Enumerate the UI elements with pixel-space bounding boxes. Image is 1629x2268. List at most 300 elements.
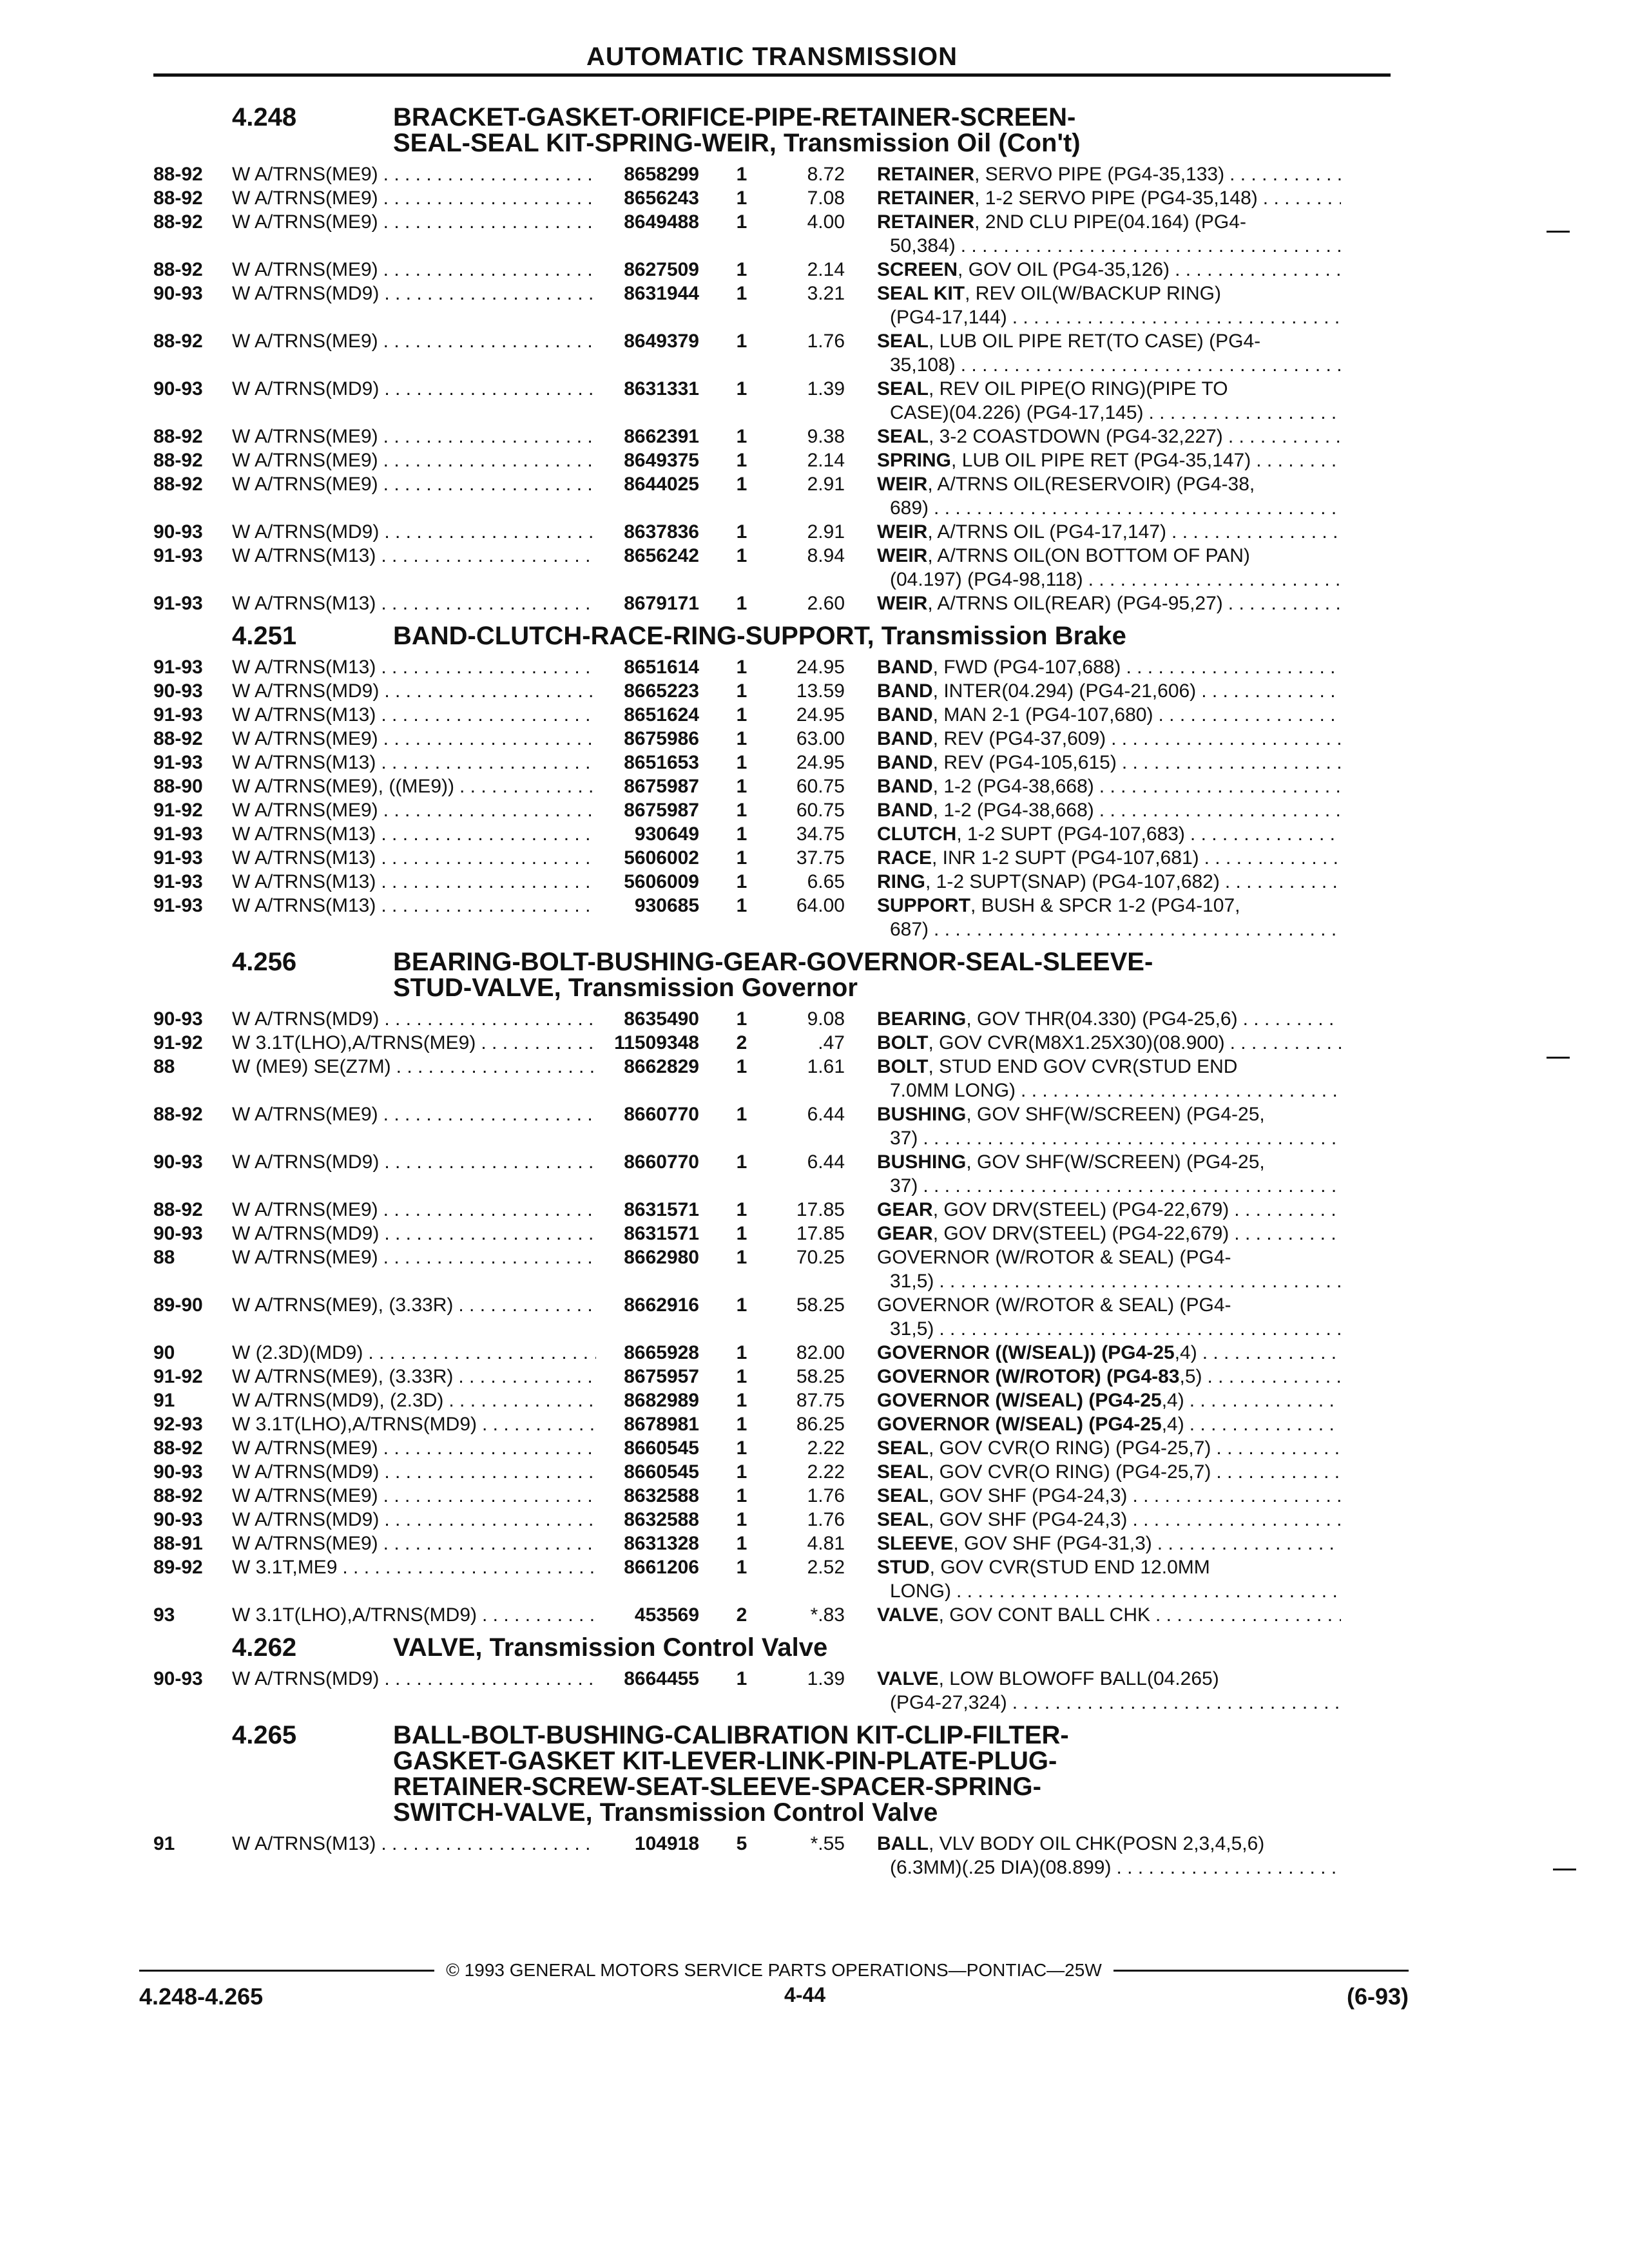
model-years: 90-93 (153, 1151, 203, 1173)
quantity: 1 (736, 1008, 747, 1030)
description (877, 448, 1341, 472)
description-text: GOVERNOR (W/ROTOR) (PG4-83,5) (877, 1366, 1202, 1387)
price: 2.22 (807, 1437, 845, 1459)
leader-dots (376, 544, 596, 591)
leader-dots (378, 798, 596, 822)
part-number: 8631571 (624, 1199, 699, 1220)
part-row (153, 1222, 1403, 1245)
price: 8.94 (807, 545, 845, 566)
description-text: (6.3MM)(.25 DIA)(08.899) (890, 1857, 1112, 1878)
quantity: 1 (736, 450, 747, 471)
application (232, 1055, 596, 1102)
application (232, 1031, 596, 1055)
leader-dots (453, 1365, 596, 1389)
quantity: 1 (736, 545, 747, 566)
model-years: 89-92 (153, 1557, 203, 1578)
application-text: W A/TRNS(MD9) (232, 1223, 380, 1244)
application-text: W A/TRNS(M13) (232, 704, 376, 726)
application (232, 1603, 596, 1627)
description-line (877, 1102, 1341, 1126)
part-number: 104918 (634, 1833, 699, 1854)
margin-mark (1553, 1869, 1576, 1870)
leader-dots (1184, 1389, 1341, 1412)
description (877, 472, 1341, 520)
application-text: W A/TRNS(ME9), (3.33R) (232, 1294, 454, 1316)
description-text: WEIR, A/TRNS OIL(ON BOTTOM OF PAN) (877, 545, 1250, 566)
description-line (877, 1055, 1341, 1079)
description-text: RETAINER, 1-2 SERVO PIPE (PG4-35,148) (877, 187, 1258, 209)
section-title (393, 104, 1340, 156)
leader-dots (1127, 1484, 1341, 1508)
description-line (877, 1856, 1341, 1879)
leader-dots (376, 870, 596, 894)
description-line (877, 1007, 1341, 1031)
description (877, 798, 1341, 822)
application-text: W A/TRNS(ME9) (232, 187, 378, 209)
description-line (877, 305, 1341, 329)
leader-dots (379, 1667, 596, 1715)
part-row (153, 377, 1403, 425)
part-number: 8631944 (624, 283, 699, 304)
model-years: 90-93 (153, 521, 203, 543)
price: 2.22 (807, 1461, 845, 1483)
leader-dots (378, 1102, 596, 1150)
part-row (153, 472, 1403, 520)
description-line (877, 448, 1341, 472)
application-text: W A/TRNS(ME9) (232, 259, 378, 280)
application-text: W 3.1T(LHO),A/TRNS(MD9) (232, 1414, 477, 1435)
description (877, 846, 1341, 870)
leader-dots (378, 1198, 596, 1222)
leader-dots (1150, 1603, 1341, 1627)
part-number: 8635490 (624, 1008, 699, 1030)
price: 6.65 (807, 871, 845, 892)
description-text: 37) (890, 1128, 918, 1149)
part-number: 8631571 (624, 1223, 699, 1244)
application-text: W A/TRNS(ME9) (232, 1199, 378, 1220)
description-text: STUD, GOV CVR(STUD END 12.0MM (877, 1557, 1210, 1578)
price: 6.44 (807, 1104, 845, 1125)
description-text: 37) (890, 1175, 918, 1196)
application-text: W A/TRNS(MD9) (232, 521, 380, 543)
description (877, 1293, 1341, 1341)
footer-section-range: 4.248-4.265 (139, 1983, 264, 2010)
leader-dots (379, 1460, 596, 1484)
price: 6.44 (807, 1151, 845, 1173)
model-years: 88-92 (153, 450, 203, 471)
leader-dots (1144, 401, 1341, 425)
description-line (877, 520, 1341, 544)
part-row (153, 798, 1403, 822)
quantity: 1 (736, 1668, 747, 1689)
application-text: W A/TRNS(M13) (232, 895, 376, 916)
description (877, 1603, 1341, 1627)
quantity: 1 (736, 1557, 747, 1578)
price: 9.08 (807, 1008, 845, 1030)
description-text: SLEEVE, GOV SHF (PG4-31,3) (877, 1533, 1152, 1554)
section-heading (153, 1722, 1403, 1825)
description-line (877, 1341, 1341, 1365)
description (877, 162, 1341, 186)
application (232, 870, 596, 894)
application (232, 258, 596, 282)
model-years: 91 (153, 1390, 175, 1411)
description-text: WEIR, A/TRNS OIL(RESERVOIR) (PG4-38, (877, 474, 1255, 495)
application-text: W A/TRNS(M13) (232, 1833, 376, 1854)
application-text: W A/TRNS(ME9) (232, 426, 378, 447)
description-line (877, 329, 1341, 353)
leader-dots (929, 918, 1341, 941)
application-text: W A/TRNS(M13) (232, 593, 376, 614)
leader-dots (1225, 1031, 1341, 1055)
description (877, 1832, 1341, 1879)
section-heading (153, 623, 1403, 649)
description-line (877, 162, 1341, 186)
part-number: 8656243 (624, 187, 699, 209)
description-line (877, 258, 1341, 282)
leader-dots (379, 1222, 596, 1245)
description-line (877, 1532, 1341, 1555)
application-text: W A/TRNS(MD9) (232, 1151, 380, 1173)
part-number: 8649379 (624, 331, 699, 352)
quantity: 1 (736, 871, 747, 892)
leader-dots (379, 1508, 596, 1532)
description-line (877, 1579, 1341, 1603)
part-number: 8662916 (624, 1294, 699, 1316)
description-text: BEARING, GOV THR(04.330) (PG4-25,6) (877, 1008, 1238, 1030)
leader-dots (378, 727, 596, 751)
leader-dots (918, 1126, 1341, 1150)
part-row (153, 282, 1403, 329)
description-text: SPRING, LUB OIL PIPE RET (PG4-35,147) (877, 450, 1251, 471)
application (232, 1341, 596, 1365)
description-text: BAND, MAN 2-1 (PG4-107,680) (877, 704, 1153, 726)
leader-dots (1211, 1436, 1341, 1460)
application (232, 520, 596, 544)
leader-dots (1202, 1365, 1342, 1389)
quantity: 1 (736, 283, 747, 304)
application-text: W A/TRNS(ME9) (232, 1104, 378, 1125)
description-line (877, 703, 1341, 727)
price: 2.14 (807, 259, 845, 280)
quantity: 1 (736, 1151, 747, 1173)
application-text: W A/TRNS(M13) (232, 752, 376, 773)
quantity: 1 (736, 800, 747, 821)
part-number: 453569 (634, 1604, 699, 1626)
model-years: 88 (153, 1056, 175, 1077)
quantity: 1 (736, 331, 747, 352)
price: 60.75 (796, 800, 845, 821)
section-title (393, 1635, 1340, 1660)
description-text: 31,5) (890, 1271, 934, 1292)
price: 7.08 (807, 187, 845, 209)
description-text: SEAL KIT, REV OIL(W/BACKUP RING) (877, 283, 1221, 304)
description-line (877, 1269, 1341, 1293)
price: 2.60 (807, 593, 845, 614)
price: 34.75 (796, 823, 845, 845)
leader-dots (918, 1174, 1341, 1198)
application-text: W A/TRNS(ME9) (232, 800, 378, 821)
part-row (153, 1603, 1403, 1627)
description-line (877, 1174, 1341, 1198)
model-years: 89-90 (153, 1294, 203, 1316)
model-years: 88-92 (153, 331, 203, 352)
description-text: BUSHING, GOV SHF(W/SCREEN) (PG4-25, (877, 1104, 1265, 1125)
description-line (877, 1667, 1341, 1691)
description-line (877, 894, 1341, 918)
part-row (153, 520, 1403, 544)
description-text: BAND, INTER(04.294) (PG4-21,606) (877, 680, 1197, 702)
part-row (153, 1412, 1403, 1436)
application (232, 472, 596, 520)
description-line (877, 496, 1341, 520)
quantity: 1 (736, 378, 747, 399)
leader-dots (1223, 591, 1341, 615)
part-number: 8649375 (624, 450, 699, 471)
application-text: W A/TRNS(MD9) (232, 1509, 380, 1530)
section-title-line: BRACKET-GASKET-ORIFICE-PIPE-RETAINER-SCREEN- (393, 103, 1076, 131)
application-text: W A/TRNS(MD9) (232, 378, 380, 399)
part-row (153, 1102, 1403, 1150)
description-text: 689) (890, 497, 929, 519)
part-row (153, 1245, 1403, 1293)
model-years: 88-91 (153, 1533, 203, 1554)
description-line (877, 1245, 1341, 1269)
quantity: 1 (736, 1533, 747, 1554)
description-line (877, 1436, 1341, 1460)
price: 4.81 (807, 1533, 845, 1554)
description-text: BALL, VLV BODY OIL CHK(POSN 2,3,4,5,6) (877, 1833, 1265, 1854)
leader-dots (1111, 1856, 1341, 1879)
part-number: 8656242 (624, 545, 699, 566)
price: 60.75 (796, 776, 845, 797)
footer-date: (6-93) (1346, 1983, 1409, 2010)
leader-dots (951, 1579, 1341, 1603)
description (877, 591, 1341, 615)
description (877, 1055, 1341, 1102)
application-text: W A/TRNS(ME9) (232, 1247, 378, 1268)
price: .47 (818, 1032, 845, 1053)
leader-dots (378, 258, 596, 282)
description-line (877, 727, 1341, 751)
description-text: SEAL, GOV SHF (PG4-24,3) (877, 1509, 1128, 1530)
application (232, 377, 596, 425)
leader-dots (363, 1341, 596, 1365)
price: 24.95 (796, 657, 845, 678)
quantity: 1 (736, 211, 747, 233)
description (877, 1436, 1341, 1460)
application (232, 210, 596, 258)
application (232, 1365, 596, 1389)
leader-dots (378, 472, 596, 520)
description-line (877, 1031, 1341, 1055)
application-text: W A/TRNS(ME9) (232, 474, 378, 495)
leader-dots (1094, 774, 1341, 798)
description-text: BAND, FWD (PG4-107,688) (877, 657, 1121, 678)
application-text: W A/TRNS(ME9) (232, 728, 378, 749)
application (232, 798, 596, 822)
description-line (877, 353, 1341, 377)
description-line (877, 234, 1341, 258)
header-rule (153, 73, 1391, 77)
part-row (153, 751, 1403, 774)
description-text: (PG4-27,324) (890, 1692, 1007, 1713)
part-number: 8679171 (624, 593, 699, 614)
application-text: W 3.1T(LHO),A/TRNS(MD9) (232, 1604, 477, 1626)
description-text: 31,5) (890, 1318, 934, 1340)
description-line (877, 1555, 1341, 1579)
section-number: 4.248 (232, 103, 297, 131)
description-text: 687) (890, 919, 929, 940)
part-row (153, 448, 1403, 472)
description-text: RETAINER, SERVO PIPE (PG4-35,133) (877, 164, 1225, 185)
price: 64.00 (796, 895, 845, 916)
description-text: BAND, REV (PG4-37,609) (877, 728, 1106, 749)
part-row (153, 1293, 1403, 1341)
description-text: (04.197) (PG4-98,118) (890, 569, 1083, 590)
part-number: 8632588 (624, 1485, 699, 1506)
model-years: 90-93 (153, 680, 203, 702)
description-text: BUSHING, GOV SHF(W/SCREEN) (PG4-25, (877, 1151, 1265, 1173)
model-years: 88-92 (153, 474, 203, 495)
application (232, 282, 596, 329)
application-text: W A/TRNS(MD9) (232, 1008, 380, 1030)
leader-dots (378, 210, 596, 258)
description (877, 1508, 1341, 1532)
quantity: 1 (736, 752, 747, 773)
application (232, 822, 596, 846)
leader-dots (1220, 870, 1341, 894)
page-header-title: AUTOMATIC TRANSMISSION (586, 43, 958, 71)
part-row (153, 1555, 1403, 1603)
part-row (153, 1150, 1403, 1198)
model-years: 91-93 (153, 593, 203, 614)
price: *.55 (810, 1833, 845, 1854)
section-number: 4.251 (232, 622, 297, 650)
part-row (153, 425, 1403, 448)
price: 2.52 (807, 1557, 845, 1578)
quantity: 1 (736, 1199, 747, 1220)
description-text: RACE, INR 1-2 SUPT (PG4-107,681) (877, 847, 1199, 869)
quantity: 1 (736, 426, 747, 447)
quantity: 1 (736, 1390, 747, 1411)
section-title-line: BALL-BOLT-BUSHING-CALIBRATION KIT-CLIP-FILTER- (393, 1721, 1069, 1749)
part-row (153, 1508, 1403, 1532)
application (232, 1832, 596, 1879)
section-heading (153, 949, 1403, 1001)
leader-dots (379, 377, 596, 425)
leader-dots (379, 520, 596, 544)
description (877, 1667, 1341, 1715)
part-row (153, 1365, 1403, 1389)
price: 1.61 (807, 1056, 845, 1077)
quantity: 1 (736, 1104, 747, 1125)
model-years: 91-93 (153, 895, 203, 916)
section-title-line: SWITCH-VALVE, Transmission Control Valve (393, 1798, 938, 1827)
quantity: 1 (736, 1056, 747, 1077)
description-text: LONG) (890, 1581, 952, 1602)
part-number: 8675986 (624, 728, 699, 749)
model-years: 90-93 (153, 1509, 203, 1530)
leader-dots (376, 1832, 596, 1879)
application-text: W (2.3D)(MD9) (232, 1342, 363, 1363)
part-number: 8660770 (624, 1151, 699, 1173)
parts-catalog-content (153, 97, 1403, 1879)
leader-dots (376, 846, 596, 870)
application (232, 894, 596, 941)
description-line (877, 1412, 1341, 1436)
part-row (153, 727, 1403, 751)
price: 13.59 (796, 680, 845, 702)
description (877, 186, 1341, 210)
application (232, 1222, 596, 1245)
section-title (393, 1722, 1340, 1825)
part-number: 8627509 (624, 259, 699, 280)
part-number: 8662391 (624, 426, 699, 447)
quantity: 1 (736, 1509, 747, 1530)
application-text: W A/TRNS(ME9) (232, 164, 378, 185)
quantity: 1 (736, 521, 747, 543)
part-number: 8632588 (624, 1509, 699, 1530)
part-number: 8661206 (624, 1557, 699, 1578)
description-line (877, 1832, 1341, 1856)
description (877, 679, 1341, 703)
part-number: 8675987 (624, 776, 699, 797)
leader-dots (378, 425, 596, 448)
description (877, 425, 1341, 448)
description (877, 329, 1341, 377)
model-years: 91-93 (153, 657, 203, 678)
price: 17.85 (796, 1199, 845, 1220)
model-years: 91-92 (153, 800, 203, 821)
description (877, 258, 1341, 282)
part-number: 5606009 (624, 871, 699, 892)
description (877, 870, 1341, 894)
part-row (153, 894, 1403, 941)
leader-dots (1166, 520, 1341, 544)
application-text: W A/TRNS(MD9), (2.3D) (232, 1390, 444, 1411)
description-line (877, 655, 1341, 679)
price: 2.91 (807, 474, 845, 495)
description-text: 50,384) (890, 235, 956, 256)
part-row (153, 703, 1403, 727)
application-text: W A/TRNS(ME9), (3.33R) (232, 1366, 454, 1387)
leader-dots (443, 1389, 596, 1412)
description (877, 1532, 1341, 1555)
description (877, 1341, 1341, 1365)
application (232, 1436, 596, 1460)
leader-dots (378, 186, 596, 210)
description (877, 774, 1341, 798)
price: 70.25 (796, 1247, 845, 1268)
description-text: VALVE, LOW BLOWOFF BALL(04.265) (877, 1668, 1219, 1689)
description-text: SEAL, REV OIL PIPE(O RING)(PIPE TO (877, 378, 1228, 399)
application (232, 846, 596, 870)
application-text: W A/TRNS(M13) (232, 545, 376, 566)
description (877, 1555, 1341, 1603)
price: 58.25 (796, 1366, 845, 1387)
description (877, 1102, 1341, 1150)
description (877, 727, 1341, 751)
quantity: 1 (736, 474, 747, 495)
description-text: SEAL, GOV CVR(O RING) (PG4-25,7) (877, 1437, 1211, 1459)
price: 17.85 (796, 1223, 845, 1244)
application-text: W A/TRNS(ME9) (232, 211, 378, 233)
description-text: BOLT, STUD END GOV CVR(STUD END (877, 1056, 1238, 1077)
leader-dots (1223, 425, 1341, 448)
description (877, 822, 1341, 846)
description-line (877, 1126, 1341, 1150)
